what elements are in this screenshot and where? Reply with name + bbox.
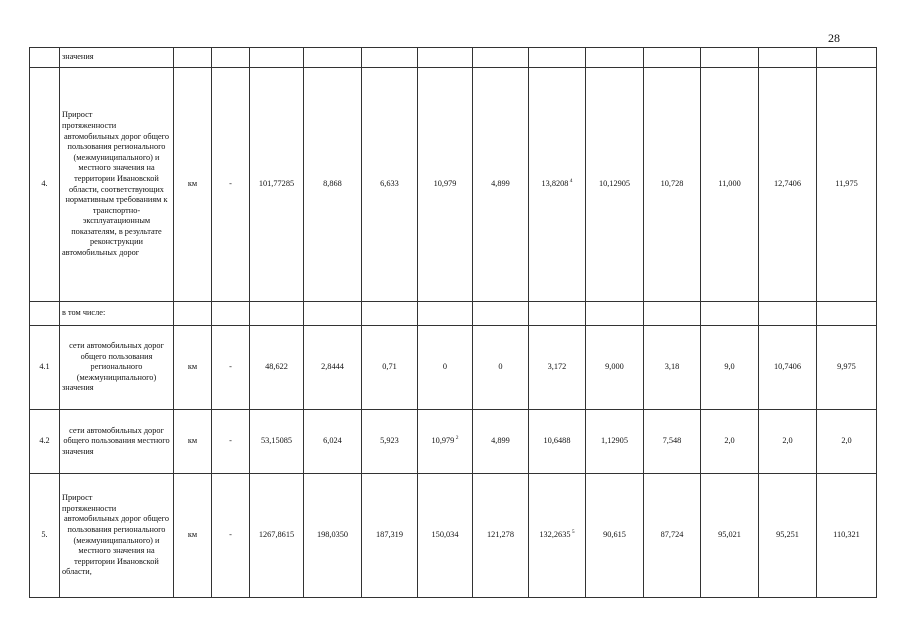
value-cell: 2,0 [701,410,759,474]
value-cell [586,302,644,326]
value-cell: 10,979 [418,68,473,302]
value-cell: 198,0350 [304,474,362,598]
value-cell: 1267,8615 [250,474,304,598]
value-cell: 132,2635 $^5$ [529,474,586,598]
value-cell [817,48,877,68]
value-cell: 10,6488 [529,410,586,474]
value-cell: 10,7406 [759,326,817,410]
indicator-description-cell: сети автомобильных дорог общего пользования местного значения [60,410,174,474]
value-cell [759,48,817,68]
value-cell: 3,172 [529,326,586,410]
indicator-description-cell: сети автомобильных дорог общего пользования регионального (межмуниципального) значения [60,326,174,410]
footnote-marker: 4 [568,178,573,185]
value-cell [701,48,759,68]
unit-cell: км [174,68,212,302]
base-value-cell: - [212,326,250,410]
value-cell: 2,0 [817,410,877,474]
value-cell: 0 [418,326,473,410]
value-cell [418,48,473,68]
value-cell: 110,321 [817,474,877,598]
value-cell [701,302,759,326]
indicator-description-cell: Прирост протяженности автомобильных дорог общего пользования регионального (межмуниципального) и местного значения на территории Ивановской области, соответствующих нормативным требованиям к транспортно-эксплуатационным показателям, в результате реконструкции автомобильных дорог [60,68,174,302]
table-row [30,48,877,68]
base-value-cell: - [212,410,250,474]
value-cell [586,48,644,68]
value-cell: 2,8444 [304,326,362,410]
value-cell: 9,0 [701,326,759,410]
value-cell: 10,728 [644,68,701,302]
value-cell: 10,12905 [586,68,644,302]
indicator-description-cell: значения [60,48,174,68]
value-cell: 10,979 $^2$ [418,410,473,474]
unit-cell [174,48,212,68]
value-cell [529,48,586,68]
value-cell [759,302,817,326]
row-number-cell: 4.1 [30,326,60,410]
value-cell: 0 [473,326,529,410]
value-cell: 90,615 [586,474,644,598]
value-cell: 53,15085 [250,410,304,474]
indicator-description-cell: в том числе: [60,302,174,326]
row-number-cell [30,302,60,326]
indicator-description-cell: Прирост протяженности автомобильных дорог общего пользования регионального (межмуниципального) и местного значения на территории Ивановской области, [60,474,174,598]
indicators-table [29,47,877,598]
table-row [30,474,877,598]
value-cell [644,48,701,68]
value-cell [418,302,473,326]
value-cell [529,302,586,326]
value-cell: 121,278 [473,474,529,598]
value-cell: 6,024 [304,410,362,474]
row-number-cell: 5. [30,474,60,598]
value-cell: 95,021 [701,474,759,598]
unit-cell: км [174,474,212,598]
base-value-cell: - [212,474,250,598]
unit-cell: км [174,326,212,410]
row-number-cell: 4.2 [30,410,60,474]
value-cell: 6,633 [362,68,418,302]
table-row [30,68,877,302]
base-value-cell: - [212,68,250,302]
value-cell [304,48,362,68]
value-cell: 150,034 [418,474,473,598]
value-cell [644,302,701,326]
value-cell [473,302,529,326]
value-cell [362,48,418,68]
value-cell: 3,18 [644,326,701,410]
value-cell [304,302,362,326]
unit-cell [174,302,212,326]
value-cell [250,48,304,68]
value-cell: 9,000 [586,326,644,410]
value-cell: 5,923 [362,410,418,474]
table-row [30,326,877,410]
value-cell: 95,251 [759,474,817,598]
page-number: 28 [828,31,840,45]
value-cell [250,302,304,326]
value-cell: 2,0 [759,410,817,474]
base-value-cell [212,302,250,326]
value-cell: 11,000 [701,68,759,302]
value-cell [362,302,418,326]
value-cell: 11,975 [817,68,877,302]
value-cell: 48,622 [250,326,304,410]
row-number-cell [30,48,60,68]
value-cell: 7,548 [644,410,701,474]
value-cell: 13,8208 $^4$ [529,68,586,302]
value-cell: 87,724 [644,474,701,598]
footnote-marker: 5 [570,529,575,536]
value-cell: 0,71 [362,326,418,410]
value-cell [473,48,529,68]
table-row [30,302,877,326]
unit-cell: км [174,410,212,474]
value-cell: 1,12905 [586,410,644,474]
row-number-cell: 4. [30,68,60,302]
base-value-cell [212,48,250,68]
value-cell [817,302,877,326]
value-cell: 8,868 [304,68,362,302]
value-cell: 101,77285 [250,68,304,302]
value-cell: 187,319 [362,474,418,598]
value-cell: 9,975 [817,326,877,410]
value-cell: 4,899 [473,410,529,474]
value-cell: 4,899 [473,68,529,302]
value-cell: 12,7406 [759,68,817,302]
table-row [30,410,877,474]
footnote-marker: 2 [454,435,459,442]
